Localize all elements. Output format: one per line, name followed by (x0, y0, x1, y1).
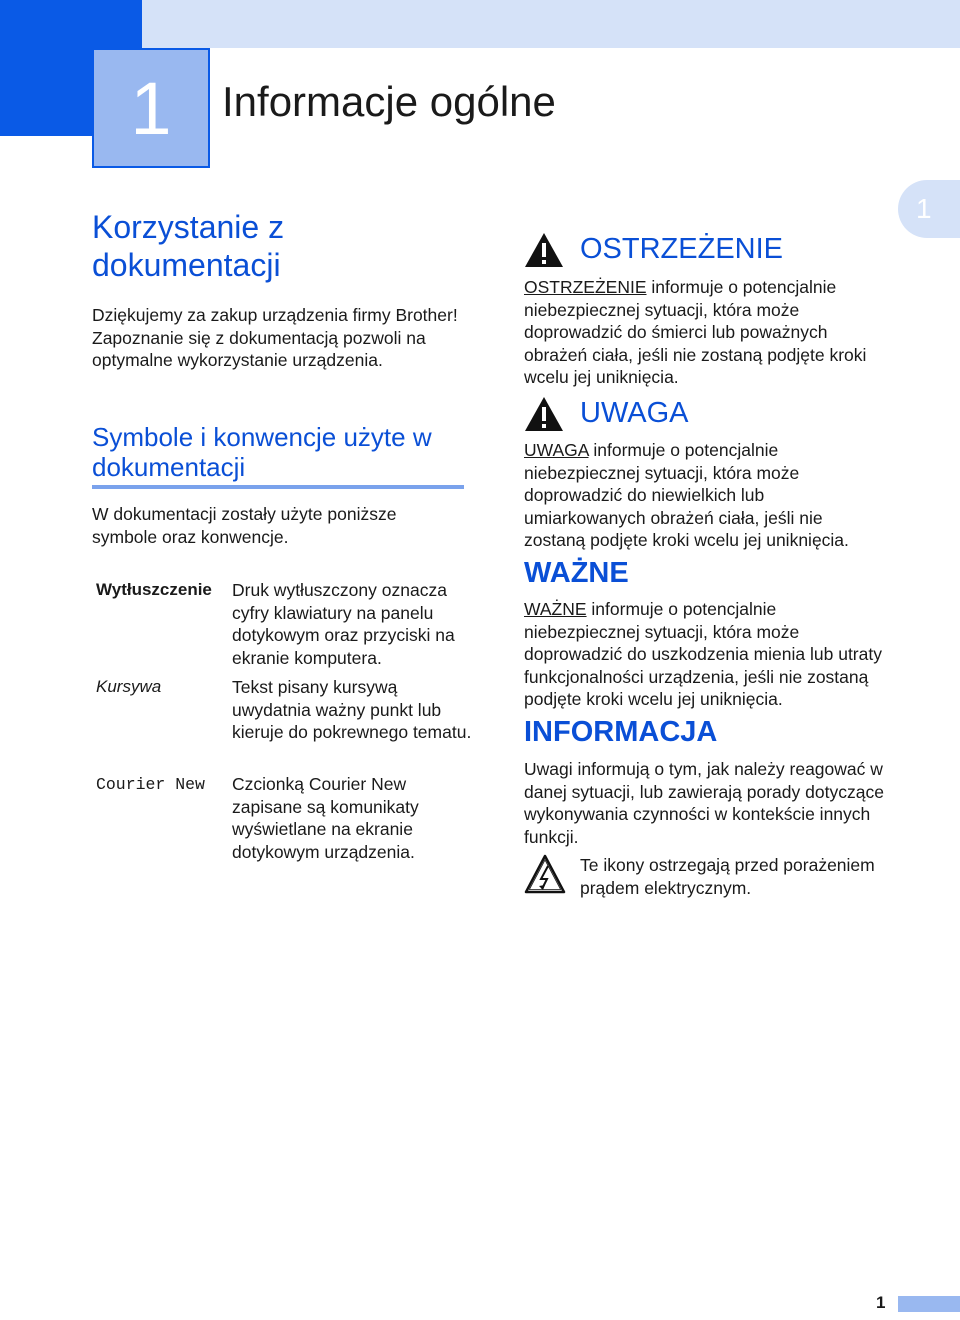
important-title: WAŻNE (524, 557, 629, 589)
important-body: informuje o potencjalnie niebezpiecznej sytuacji, która może doprowadzić do uszkodzenia mienia lub utraty funkcjonalności urządzenia, jeśli nie zostaną podjęte kroki wcelu jej uniknięcia. (524, 599, 882, 709)
warning-title: OSTRZEŻENIE (580, 233, 784, 265)
caution-triangle-icon (524, 396, 564, 432)
section-heading-symbols: Symbole i konwencje użyte w dokumentacji (92, 422, 432, 482)
warning-body: informuje o potencjalnie niebezpiecznej sytuacji, która może doprowadzić do śmierci lub poważnych obrażeń ciała, jeśli nie zostaną podjęte kroki wcelu jej uniknięcia. (524, 277, 867, 387)
convention-term-courier: Courier New (96, 775, 205, 794)
electric-warning-text: Te ikony ostrzegają przed porażeniem prądem elektrycznym. (580, 855, 875, 898)
convention-term-italic: Kursywa (96, 677, 162, 696)
caution-text (524, 439, 884, 552)
symbols-intro: W dokumentacji zostały użyte poniższe symbole oraz konwencje. (92, 504, 397, 547)
intro-paragraph: Dziękujemy za zakup urządzenia firmy Brother! Zapoznanie się z dokumentacją pozwoli na optymalne wykorzystanie urządzenia. (92, 305, 458, 370)
warning-text (524, 276, 884, 389)
important-keyword: WAŻNE (524, 599, 587, 619)
page-number: 1 (876, 1293, 886, 1312)
electric-shock-icon (524, 854, 566, 894)
caution-keyword: UWAGA (524, 440, 589, 460)
header-light-band (142, 0, 960, 48)
chapter-title: Informacje ogólne (222, 78, 556, 125)
warning-keyword: OSTRZEŻENIE (524, 277, 647, 297)
important-text (524, 598, 884, 711)
footer-bar (898, 1296, 960, 1312)
section-heading-documentation: Korzystanie z dokumentacji (92, 209, 285, 283)
caution-body: informuje o potencjalnie niebezpiecznej sytuacji, która może doprowadzić do niewielkich lub umiarkowanych obrażeń ciała, jeśli nie zostaną podjęte kroki wcelu jej uniknięcia. (524, 440, 849, 550)
convention-desc-courier: Czcionką Courier New zapisane są komunikaty wyświetlane na ekranie dotykowym urządzenia. (232, 774, 419, 862)
warning-triangle-icon (524, 232, 564, 268)
convention-desc-italic: Tekst pisany kursywą uwydatnia ważny punkt lub kieruje do pokrewnego tematu. (232, 677, 472, 742)
caution-title: UWAGA (580, 397, 689, 429)
convention-term-bold: Wytłuszczenie (96, 580, 212, 599)
heading-underline (92, 485, 464, 489)
chapter-side-tab: 1 (898, 180, 960, 238)
note-text: Uwagi informują o tym, jak należy reagować w danej sytuacji, lub zawierają porady dotyczące wykonywania czynności w kontekście innych funkcji. (524, 759, 884, 847)
convention-desc-bold: Druk wytłuszczony oznacza cyfry klawiatury na panelu dotykowym oraz przyciski na ekranie komputera. (232, 580, 455, 668)
chapter-number-box: 1 (92, 48, 210, 168)
note-title: INFORMACJA (524, 716, 718, 748)
